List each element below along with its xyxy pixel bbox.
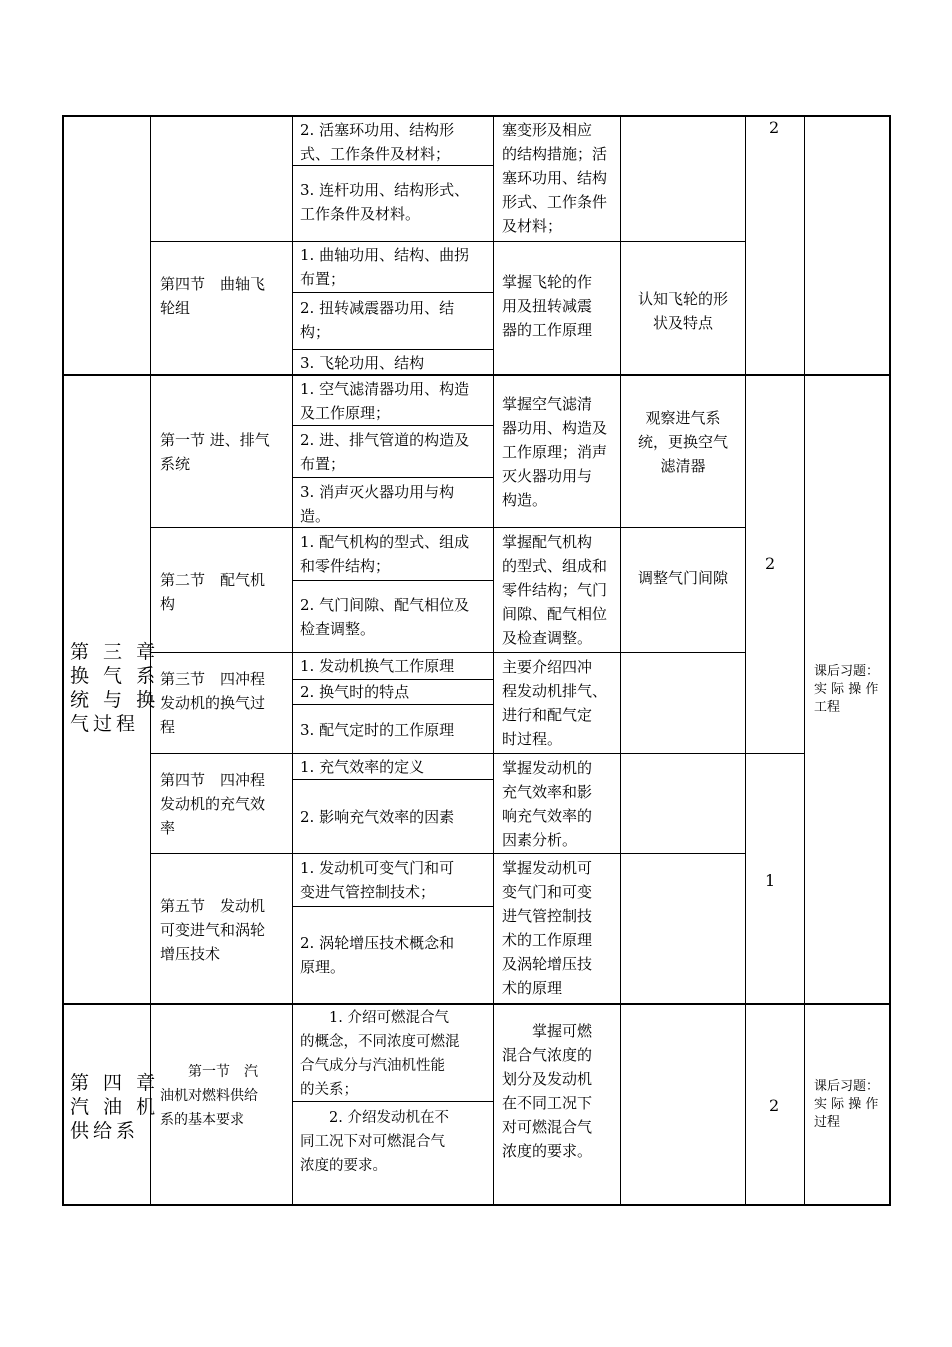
content-item: 3. 配气定时的工作原理 <box>300 721 455 739</box>
practice-item: 观察进气系 统，更换空气 滤清器 <box>637 409 728 475</box>
homework: 课后习题： 实 际 操 作 工程 <box>814 664 880 715</box>
row-divider <box>620 652 746 653</box>
hours: 1 <box>765 871 776 890</box>
content-item: 2. 扭转减震器功用、结 构； <box>300 299 455 341</box>
row-divider <box>745 753 805 754</box>
content-divider <box>292 425 493 426</box>
content-item: 2. 换气时的特点 <box>300 683 410 701</box>
row-divider <box>620 753 746 754</box>
content-divider <box>292 477 493 478</box>
practice-item: 调整气门间隙 <box>637 569 728 587</box>
content-divider <box>292 779 493 780</box>
row-divider <box>620 527 746 528</box>
col-divider <box>804 115 805 1206</box>
content-item: 1. 发动机换气工作原理 <box>300 657 455 675</box>
content-divider <box>292 349 493 350</box>
content-item: 1. 配气机构的型式、组成 和零件结构； <box>300 533 470 575</box>
content-item: 2. 影响充气效率的因素 <box>300 808 455 826</box>
content-item: 1. 发动机可变气门和可 变进气管控制技术； <box>300 859 455 901</box>
content-divider <box>292 292 493 293</box>
hours: 2 <box>769 118 780 137</box>
section-title: 第二节 配气机 构 <box>160 571 266 613</box>
row-divider <box>150 652 620 653</box>
section-title: 第一节 汽 油机对燃料供给 系的基本要求 <box>160 1064 258 1128</box>
table-border-top <box>62 115 891 117</box>
content-item: 2. 介绍发动机在不 同工况下对可燃混合气 浓度的要求。 <box>300 1110 449 1174</box>
table-border-left <box>62 115 64 1206</box>
teaching-goal: 掌握可燃 混合气浓度的 划分及发动机 在不同工况下 对可燃混合气 浓度的要求。 <box>502 1022 593 1160</box>
chapter-title: 第 三 章 换 气 系 统 与 换 气过程 <box>70 641 160 735</box>
content-item: 3. 消声灭火器功用与构 造。 <box>300 483 455 525</box>
hours: 2 <box>765 554 776 573</box>
section-title: 第一节 进、排气 系统 <box>160 431 270 473</box>
content-item: 1. 介绍可燃混合气 的概念，不同浓度可燃混 合气成分与汽油机性能 的关系； <box>300 1010 460 1098</box>
content-item: 1. 空气滤清器功用、构造 及工作原理； <box>300 380 470 422</box>
content-divider <box>292 906 493 907</box>
chapter-title: 第 四 章 汽 油 机 供给系 <box>70 1072 160 1142</box>
teaching-goal: 掌握飞轮的作 用及扭转减震 器的工作原理 <box>502 273 593 339</box>
homework: 课后习题： 实 际 操 作 过程 <box>814 1079 880 1130</box>
content-item: 2. 涡轮增压技术概念和 原理。 <box>300 934 455 976</box>
content-item: 3. 飞轮功用、结构 <box>300 354 425 372</box>
content-item: 3. 连杆功用、结构形式、 工作条件及材料。 <box>300 181 470 223</box>
row-divider <box>620 853 746 854</box>
col-divider <box>745 115 746 1206</box>
col-divider <box>620 115 621 1206</box>
table-border-right <box>889 115 891 1206</box>
content-divider <box>292 704 493 705</box>
practice-item: 认知飞轮的形 状及特点 <box>637 290 728 332</box>
section-title: 第四节 四冲程 发动机的充气效 率 <box>160 771 266 837</box>
col-divider <box>292 115 293 1206</box>
row-divider <box>150 753 620 754</box>
col-divider <box>493 115 494 1206</box>
content-divider <box>292 580 493 581</box>
row-divider <box>62 1003 891 1005</box>
teaching-goal: 掌握发动机可 变气门和可变 进气管控制技 术的工作原理 及涡轮增压技 术的原理 <box>502 859 593 997</box>
section-title: 第四节 曲轴飞 轮组 <box>160 275 266 317</box>
row-divider <box>150 853 620 854</box>
section-title: 第三节 四冲程 发动机的换气过 程 <box>160 670 266 736</box>
content-item: 2. 气门间隙、配气相位及 检查调整。 <box>300 596 470 638</box>
teaching-goal: 塞变形及相应 的结构措施；活 塞环功用、结构 形式、工作条件 及材料； <box>502 121 608 235</box>
content-item: 1. 充气效率的定义 <box>300 758 425 776</box>
hours: 2 <box>769 1096 780 1115</box>
row-divider <box>150 241 746 242</box>
row-divider <box>62 374 891 376</box>
teaching-goal: 掌握发动机的 充气效率和影 响充气效率的 因素分析。 <box>502 759 593 849</box>
content-item: 2. 进、排气管道的构造及 布置； <box>300 431 470 473</box>
teaching-goal: 掌握配气机构 的型式、组成和 零件结构；气门 间隙、配气相位 及检查调整。 <box>502 533 608 647</box>
teaching-goal: 掌握空气滤清 器功用、构造及 工作原理；消声 灭火器功用与 构造。 <box>502 395 608 509</box>
content-item: 1. 曲轴功用、结构、曲拐 布置； <box>300 246 470 288</box>
table-border-bottom <box>62 1204 891 1206</box>
teaching-goal: 主要介绍四冲 程发动机排气、 进行和配气定 时过程。 <box>502 658 608 748</box>
section-title: 第五节 发动机 可变进气和涡轮 增压技术 <box>160 897 266 963</box>
content-item: 2. 活塞环功用、结构形 式、工作条件及材料； <box>300 121 455 163</box>
